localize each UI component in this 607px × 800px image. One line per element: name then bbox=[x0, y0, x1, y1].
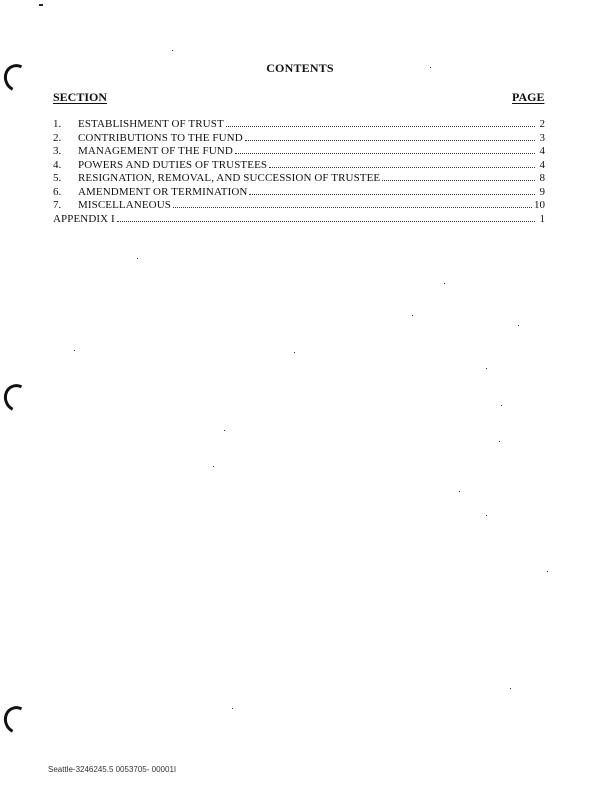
toc-entry-page: 10 bbox=[534, 199, 545, 211]
toc-entry-title: RESIGNATION, REMOVAL, AND SUCCESSION OF TRUSTEE bbox=[78, 172, 381, 184]
toc-entry-title: MANAGEMENT OF THE FUND bbox=[78, 145, 233, 157]
scan-speck bbox=[430, 67, 431, 68]
toc-entry-page: 3 bbox=[539, 131, 545, 144]
toc-entry[interactable] bbox=[53, 172, 545, 186]
toc-entry[interactable] bbox=[53, 132, 545, 146]
punch-hole-middle bbox=[0, 380, 34, 415]
scan-mark bbox=[39, 4, 43, 6]
dot-leader bbox=[249, 193, 535, 195]
toc-entry-number: 6. bbox=[53, 185, 62, 198]
toc-entry-number: 3. bbox=[53, 145, 62, 157]
scan-speck bbox=[499, 441, 500, 442]
toc-entry-number: 4. bbox=[53, 158, 62, 171]
toc-entry-number: 5. bbox=[53, 172, 62, 184]
scan-speck bbox=[459, 491, 460, 492]
dot-leader bbox=[269, 166, 535, 168]
scan-speck bbox=[172, 50, 173, 51]
page-column-header: PAGE bbox=[512, 90, 545, 104]
toc-entry-title: AMENDMENT OR TERMINATION bbox=[78, 185, 248, 198]
dot-leader bbox=[382, 179, 535, 181]
scan-speck bbox=[510, 688, 511, 689]
toc-entry[interactable] bbox=[53, 186, 545, 200]
toc-entry-title: ESTABLISHMENT OF TRUST bbox=[78, 118, 224, 130]
toc-entry-number: 1. bbox=[53, 118, 62, 130]
scan-speck bbox=[547, 571, 548, 572]
toc-entry-title: POWERS AND DUTIES OF TRUSTEES bbox=[78, 158, 268, 171]
document-footer-id: Seattle-3246245.5 0053705- 00001I bbox=[48, 765, 177, 774]
toc-entry-page: 4 bbox=[539, 145, 545, 157]
toc-entry-title: APPENDIX I bbox=[53, 212, 115, 225]
toc-entry-page: 9 bbox=[539, 185, 545, 198]
toc-entry[interactable] bbox=[53, 159, 545, 173]
toc-entry-appendix[interactable] bbox=[53, 213, 545, 227]
table-of-contents bbox=[53, 118, 545, 226]
scan-speck bbox=[412, 315, 413, 316]
toc-entry-page: 2 bbox=[539, 118, 545, 130]
dot-leader bbox=[235, 152, 535, 154]
scan-speck bbox=[224, 430, 225, 431]
scan-speck bbox=[74, 350, 75, 351]
toc-entry-number: 2. bbox=[53, 131, 62, 144]
dot-leader bbox=[226, 125, 535, 127]
scan-speck bbox=[486, 368, 487, 369]
toc-entry-title: MISCELLANEOUS bbox=[78, 199, 171, 211]
page-title: CONTENTS bbox=[266, 61, 334, 75]
scan-speck bbox=[501, 405, 502, 406]
toc-entry-number: 7. bbox=[53, 199, 62, 211]
toc-entry[interactable] bbox=[53, 118, 545, 132]
dot-leader bbox=[245, 139, 535, 141]
scan-speck bbox=[486, 515, 487, 516]
scan-speck bbox=[137, 258, 138, 259]
dot-leader bbox=[173, 206, 532, 208]
toc-entry-title: CONTRIBUTIONS TO THE FUND bbox=[78, 131, 243, 144]
scan-speck bbox=[518, 325, 519, 326]
toc-entry-page: 1 bbox=[539, 212, 545, 225]
scan-speck bbox=[444, 283, 445, 284]
scan-speck bbox=[232, 708, 233, 709]
dot-leader bbox=[117, 220, 535, 222]
toc-entry-page: 4 bbox=[539, 158, 545, 171]
toc-entry-page: 8 bbox=[539, 172, 545, 184]
toc-entry[interactable] bbox=[53, 145, 545, 159]
scan-speck bbox=[294, 352, 295, 353]
punch-hole-bottom bbox=[0, 702, 34, 737]
section-column-header: SECTION bbox=[53, 90, 108, 104]
toc-entry[interactable] bbox=[53, 199, 545, 213]
scan-speck bbox=[213, 466, 214, 467]
